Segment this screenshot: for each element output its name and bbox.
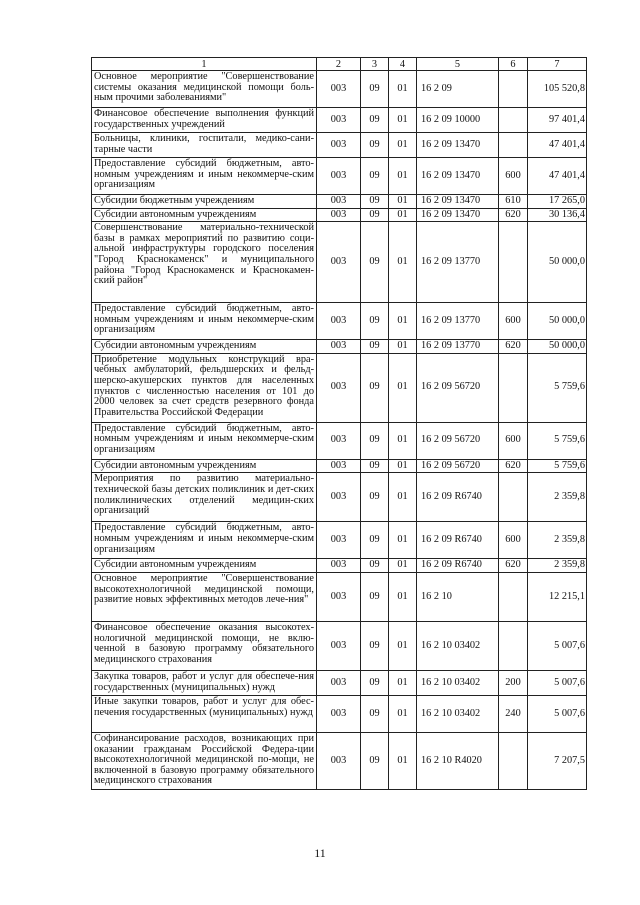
row-subsection: 01 [389,195,417,209]
table-row [92,133,587,158]
row-target: 16 2 09 13470 [417,133,499,158]
row-subsection: 01 [389,559,417,573]
row-amount: 2 359,8 [528,559,587,573]
row-expense-type [499,732,528,789]
table-row [92,353,587,422]
row-amount: 7 207,5 [528,732,587,789]
row-code: 003 [317,732,361,789]
row-target: 16 2 10 03402 [417,670,499,695]
row-section: 09 [361,353,389,422]
row-section: 09 [361,208,389,222]
row-code: 003 [317,559,361,573]
row-subsection: 01 [389,158,417,195]
row-amount: 5 759,6 [528,422,587,459]
table-row [92,340,587,354]
row-subsection: 01 [389,695,417,732]
row-section: 09 [361,222,389,303]
column-header: 6 [499,58,528,71]
row-section: 09 [361,133,389,158]
row-name: Предоставление субсидий бюджетным, авто-номным учреждениям и иным некоммерче-ским организациям [92,422,317,459]
row-amount: 12 215,1 [528,572,587,621]
row-section: 09 [361,303,389,340]
table-row [92,621,587,670]
table-row [92,208,587,222]
row-expense-type: 600 [499,522,528,559]
table-header-row [92,58,587,71]
row-expense-type: 620 [499,459,528,473]
row-target: 16 2 09 R6740 [417,473,499,522]
table-row [92,222,587,303]
row-subsection: 01 [389,208,417,222]
column-header: 3 [361,58,389,71]
row-name: Предоставление субсидий бюджетным, авто-номным учреждениям и иным некоммерче-ским организациям [92,522,317,559]
page-number: 11 [314,846,326,860]
row-subsection: 01 [389,572,417,621]
row-name: Софинансирование расходов, возникающих при оказании гражданам Российской Федера-ции высокотехнологичной медицинской по-мощи, не включенной в базовую программу обязательного медицинского страхования [92,732,317,789]
row-expense-type: 620 [499,559,528,573]
row-amount: 47 401,4 [528,133,587,158]
row-target: 16 2 10 [417,572,499,621]
row-expense-type [499,353,528,422]
row-target: 16 2 10 R4020 [417,732,499,789]
row-amount: 5 007,6 [528,621,587,670]
row-target: 16 2 09 R6740 [417,522,499,559]
row-section: 09 [361,340,389,354]
row-code: 003 [317,340,361,354]
row-name: Субсидии автономным учреждениям [92,559,317,573]
table-row [92,670,587,695]
row-amount: 47 401,4 [528,158,587,195]
row-expense-type [499,621,528,670]
row-subsection: 01 [389,473,417,522]
row-code: 003 [317,303,361,340]
row-amount: 5 759,6 [528,459,587,473]
row-subsection: 01 [389,108,417,133]
table-row [92,732,587,789]
row-expense-type: 600 [499,422,528,459]
row-amount: 2 359,8 [528,522,587,559]
row-subsection: 01 [389,732,417,789]
row-name: Субсидии автономным учреждениям [92,340,317,354]
column-header: 1 [92,58,317,71]
table-row [92,303,587,340]
row-expense-type [499,222,528,303]
row-section: 09 [361,195,389,209]
row-amount: 5 007,6 [528,695,587,732]
row-section: 09 [361,108,389,133]
row-section: 09 [361,670,389,695]
row-name: Субсидии бюджетным учреждениям [92,195,317,209]
row-name: Предоставление субсидий бюджетным, авто-номным учреждениям и иным некоммерче-ским организациям [92,158,317,195]
row-expense-type: 240 [499,695,528,732]
table-row [92,108,587,133]
table-row [92,71,587,108]
row-code: 003 [317,473,361,522]
column-header: 4 [389,58,417,71]
row-expense-type: 600 [499,158,528,195]
column-header: 2 [317,58,361,71]
row-subsection: 01 [389,303,417,340]
row-target: 16 2 09 R6740 [417,559,499,573]
row-code: 003 [317,572,361,621]
column-header: 7 [528,58,587,71]
row-section: 09 [361,559,389,573]
row-subsection: 01 [389,353,417,422]
row-section: 09 [361,621,389,670]
row-amount: 50 000,0 [528,222,587,303]
row-code: 003 [317,695,361,732]
row-name: Мероприятия по развитию материально-технической базы детских поликлиник и дет-ских поликлинических отделений медицин-ских организаций [92,473,317,522]
table-row [92,473,587,522]
column-header: 5 [417,58,499,71]
row-name: Субсидии автономным учреждениям [92,459,317,473]
row-code: 003 [317,208,361,222]
row-amount: 2 359,8 [528,473,587,522]
row-code: 003 [317,522,361,559]
row-name: Закупка товаров, работ и услуг для обеспече-ния государственных (муниципальных) нужд [92,670,317,695]
row-name: Финансовое обеспечение оказания высокотех-нологичной медицинской помощи, не вклю-ченной в базовую программу обязательного медицинского страхования [92,621,317,670]
row-section: 09 [361,732,389,789]
row-amount: 97 401,4 [528,108,587,133]
row-code: 003 [317,71,361,108]
row-section: 09 [361,522,389,559]
row-name: Иные закупки товаров, работ и услуг для обес-печения государственных (муниципальных) нужд [92,695,317,732]
row-name: Совершенствование материально-технической базы в рамках мероприятий по развитию соци-альной инфраструктуры городского поселения "Город Краснокаменск" и муниципального района "Город Краснокаменск и Краснокамен-ский район" [92,222,317,303]
row-section: 09 [361,71,389,108]
row-section: 09 [361,459,389,473]
row-target: 16 2 09 10000 [417,108,499,133]
row-subsection: 01 [389,670,417,695]
row-target: 16 2 10 03402 [417,695,499,732]
row-code: 003 [317,621,361,670]
row-target: 16 2 09 13470 [417,208,499,222]
row-target: 16 2 09 13470 [417,158,499,195]
table-row [92,559,587,573]
row-target: 16 2 09 56720 [417,422,499,459]
row-expense-type [499,71,528,108]
row-target: 16 2 09 13770 [417,303,499,340]
row-amount: 5 759,6 [528,353,587,422]
row-expense-type [499,572,528,621]
row-code: 003 [317,195,361,209]
row-name: Приобретение модульных конструкций вра-чебных амбулаторий, фельдшерских и фельд-шерско-акушерских пунктов для населенных пунктов с численностью населения от 101 до 2000 человек за счет средств резервного фонда Правительства Российской Федерации [92,353,317,422]
row-subsection: 01 [389,71,417,108]
row-section: 09 [361,473,389,522]
row-expense-type: 600 [499,303,528,340]
row-amount: 30 136,4 [528,208,587,222]
row-target: 16 2 09 56720 [417,459,499,473]
row-subsection: 01 [389,459,417,473]
row-amount: 50 000,0 [528,340,587,354]
row-subsection: 01 [389,422,417,459]
row-name: Основное мероприятие "Совершенствование системы оказания медицинской помощи боль-ным прочими заболеваниями" [92,71,317,108]
row-code: 003 [317,222,361,303]
row-code: 003 [317,422,361,459]
row-section: 09 [361,158,389,195]
row-expense-type [499,473,528,522]
row-code: 003 [317,133,361,158]
row-expense-type [499,108,528,133]
row-target: 16 2 09 13770 [417,222,499,303]
row-name: Основное мероприятие "Совершенствование высокотехнологичной медицинской помощи, развитие новых эффективных методов лече-ния" [92,572,317,621]
row-target: 16 2 09 13770 [417,340,499,354]
row-expense-type: 620 [499,340,528,354]
row-section: 09 [361,422,389,459]
row-subsection: 01 [389,621,417,670]
row-amount: 105 520,8 [528,71,587,108]
row-code: 003 [317,459,361,473]
table-row [92,572,587,621]
table-row [92,158,587,195]
row-code: 003 [317,108,361,133]
row-expense-type: 620 [499,208,528,222]
table-row [92,459,587,473]
row-expense-type [499,133,528,158]
table-row [92,522,587,559]
row-target: 16 2 09 [417,71,499,108]
row-target: 16 2 09 56720 [417,353,499,422]
row-name: Больницы, клиники, госпитали, медико-сани-тарные части [92,133,317,158]
row-subsection: 01 [389,340,417,354]
row-name: Предоставление субсидий бюджетным, авто-номным учреждениям и иным некоммерче-ским организациям [92,303,317,340]
row-code: 003 [317,158,361,195]
row-name: Финансовое обеспечение выполнения функций государственных учреждений [92,108,317,133]
row-amount: 17 265,0 [528,195,587,209]
budget-table [91,57,587,790]
row-code: 003 [317,353,361,422]
row-section: 09 [361,695,389,732]
row-name: Субсидии автономным учреждениям [92,208,317,222]
row-subsection: 01 [389,222,417,303]
row-target: 16 2 09 13470 [417,195,499,209]
row-section: 09 [361,572,389,621]
table-row [92,695,587,732]
row-amount: 50 000,0 [528,303,587,340]
row-code: 003 [317,670,361,695]
table-row [92,422,587,459]
row-expense-type: 610 [499,195,528,209]
table-row [92,195,587,209]
row-subsection: 01 [389,133,417,158]
row-subsection: 01 [389,522,417,559]
row-amount: 5 007,6 [528,670,587,695]
row-expense-type: 200 [499,670,528,695]
row-target: 16 2 10 03402 [417,621,499,670]
